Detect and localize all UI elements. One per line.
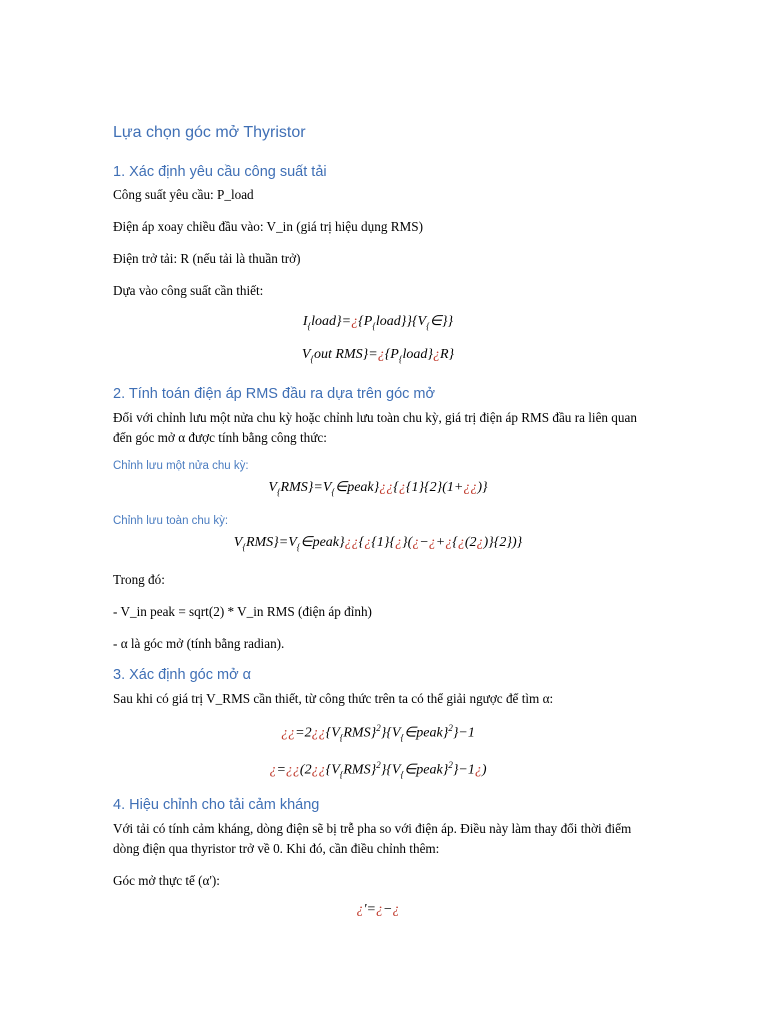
equation-output-rms: $V_{\{}out$ $RMS\}=¿\{P_{\{}load\}¿R$}: [301, 347, 455, 364]
section-1-paragraph-3: Điện trở tải: R (nếu tải là thuần trở): [113, 251, 301, 266]
section-2-heading: 2. Tính toán điện áp RMS đầu ra dựa trên góc mở: [113, 386, 436, 402]
section-2-paragraph-2: Trong đó:: [113, 572, 165, 587]
section-4-paragraph-1: Với tải có tính cảm kháng, dòng điện sẽ bị trễ pha so với điện áp. Điều này làm thay đổi thời điểm dòng điện qua thyristor trở về 0. Khi đó, cần điều chỉnh thêm:: [113, 821, 632, 856]
equation-cos-alpha: ¿¿$=2¿¿\{V_{\{}RMS\}^2\}\{V_{\{}\in peak\}^2\}-1$: [281, 723, 475, 743]
equation-load-current: $I_{\{}load\}=¿\{P_{\{}load\}\}\{V_{\{}\in\}$}: [302, 314, 454, 331]
section-1-paragraph-2: Điện áp xoay chiều đầu vào: V_in (giá trị hiệu dụng RMS): [113, 219, 423, 234]
section-1-paragraph-1: Công suất yêu cầu: P_load: [113, 187, 254, 202]
section-2-paragraph-1: Đối với chỉnh lưu một nửa chu kỳ hoặc chỉnh lưu toàn chu kỳ, giá trị điện áp RMS đầu ra liên quan đến góc mở α được tính bằng công thức:: [113, 410, 637, 445]
section-4-paragraph-2: Góc mở thực tế (α'):: [113, 873, 220, 888]
section-3-heading: 3. Xác định góc mở α: [113, 667, 251, 683]
equation-half-wave-rms: $V_{\{}RMS\}=V_{\{}\in peak\}¿¿\{¿\{1\}\{2\}(1+¿¿)\}$: [268, 480, 488, 497]
equation-full-wave-rms: $V_{\{}RMS\}=V_{\{}\in peak\}¿¿\{¿\{1\}\{¿\}(¿-¿+¿\{¿(2¿)\}\{2\})\}$: [233, 535, 523, 552]
document-title: Lựa chọn góc mở Thyristor: [113, 124, 306, 141]
section-2-paragraph-4: - α là góc mở (tính bằng radian).: [113, 636, 285, 651]
section-2-paragraph-3: - V_in peak = sqrt(2) * V_in RMS (điện áp đỉnh): [113, 604, 372, 619]
subheading-full-wave: Chỉnh lưu toàn chu kỳ:: [113, 515, 229, 527]
subheading-half-wave: Chỉnh lưu một nửa chu kỳ:: [113, 460, 249, 472]
equation-alpha: ¿$=¿¿(2¿¿\{V_{\{}RMS\}^2\}\{V_{\{}\in peak\}^2\}-1¿$): [269, 760, 487, 780]
equation-actual-alpha: ¿'=¿−¿: [356, 902, 400, 917]
section-1-paragraph-4: Dựa vào công suất cần thiết:: [113, 283, 264, 298]
section-4-heading: 4. Hiệu chỉnh cho tải cảm kháng: [113, 797, 320, 813]
section-1-heading: 1. Xác định yêu cầu công suất tải: [113, 164, 327, 180]
section-3-paragraph-1: Sau khi có giá trị V_RMS cần thiết, từ công thức trên ta có thể giải ngược để tìm α:: [113, 691, 554, 706]
